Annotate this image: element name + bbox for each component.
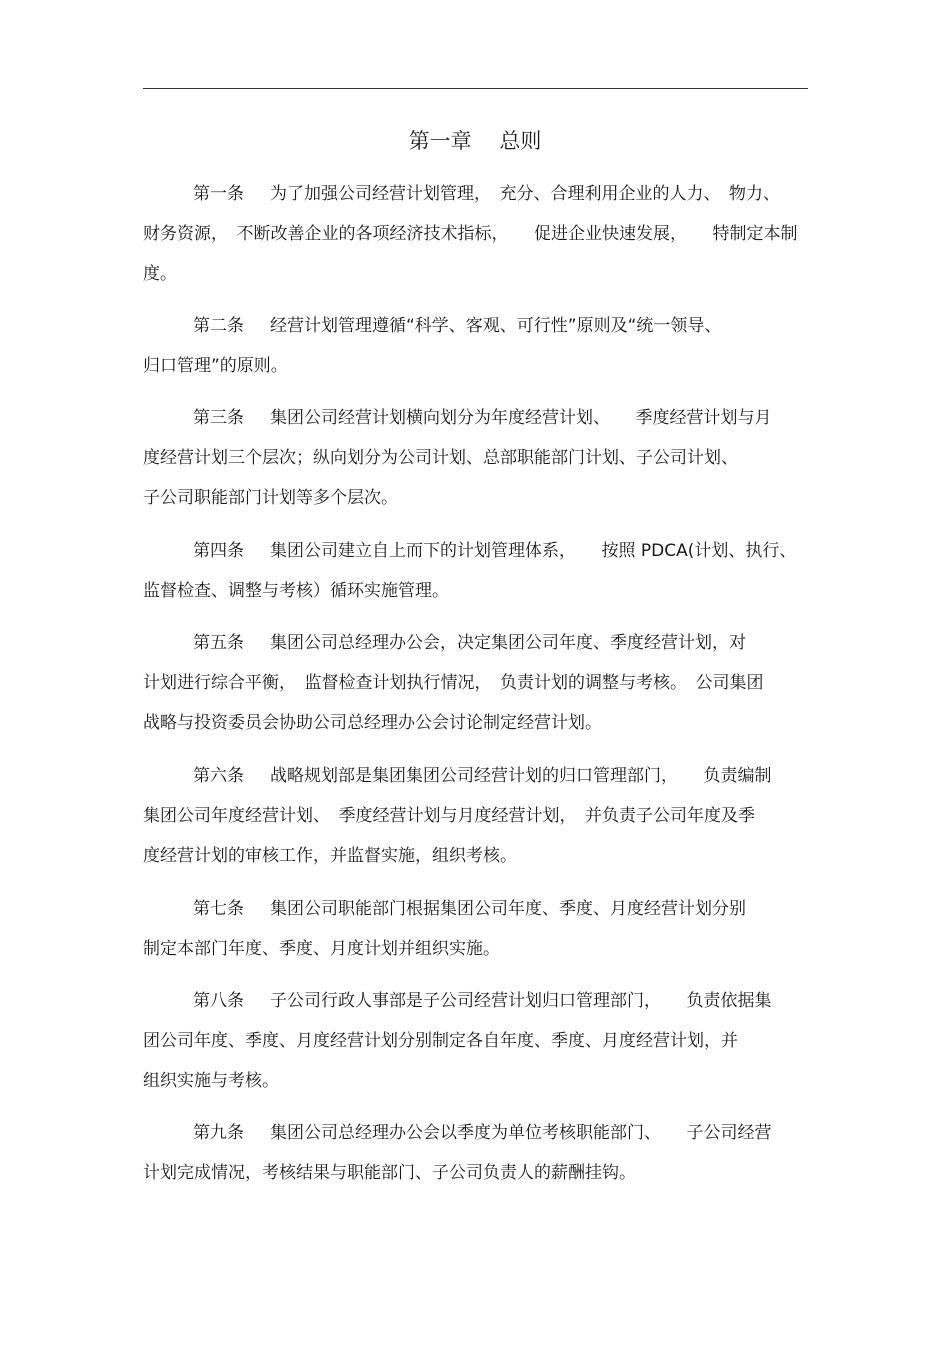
article-line: [143, 531, 808, 571]
article-line: 监督检查、调整与考核）循环实施管理。: [143, 581, 449, 601]
article-line: 财务资源， 不断改善企业的各项经济技术指标， 促进企业快速发展， 特制定本制: [143, 224, 798, 244]
article-9: [143, 1113, 808, 1193]
article-text: 集团公司总经理办公会以季度为单位考核职能部门、 子公司经营: [270, 1123, 772, 1143]
article-text: 子公司行政人事部是子公司经营计划归口管理部门， 负责依据集: [270, 991, 772, 1011]
article-label: 第五条: [193, 633, 244, 653]
article-line: [143, 889, 808, 929]
article-label: 第七条: [193, 899, 244, 919]
article-line: 团公司年度、季度、月度经营计划分别制定各自年度、季度、月度经营计划，并: [143, 1031, 738, 1051]
article-label: 第九条: [193, 1123, 244, 1143]
article-line: 度经营计划的审核工作，并监督实施，组织考核。: [143, 846, 517, 866]
article-label: 第三条: [193, 408, 244, 428]
article-text: 经营计划管理遵循“科学、客观、可行性”原则及“统一领导、: [270, 316, 722, 336]
article-line: 子公司职能部门计划等多个层次。: [143, 488, 398, 508]
article-line: 度。: [143, 264, 177, 284]
article-text: 集团公司建立自上而下的计划管理体系， 按照 PDCA(计划、执行、: [270, 541, 797, 561]
article-text: 集团公司职能部门根据集团公司年度、季度、月度经营计划分别: [270, 899, 746, 919]
article-text: 战略规划部是集团集团公司经营计划的归口管理部门， 负责编制: [270, 766, 772, 786]
article-line: 归口管理”的原则。: [143, 356, 288, 376]
article-8: [143, 981, 808, 1101]
article-7: [143, 889, 808, 969]
article-label: 第一条: [193, 184, 244, 204]
article-label: 第四条: [193, 541, 244, 561]
article-line: [143, 623, 808, 663]
article-line: 战略与投资委员会协助公司总经理办公会讨论制定经营计划。: [143, 713, 602, 733]
article-6: [143, 756, 808, 876]
article-label: 第二条: [193, 316, 244, 336]
article-1: [143, 174, 808, 294]
article-line: 度经营计划三个层次；纵向划分为公司计划、总部职能部门计划、子公司计划、: [143, 448, 738, 468]
article-line: [143, 756, 808, 796]
article-text: 集团公司总经理办公会，决定集团公司年度、季度经营计划，对: [270, 633, 746, 653]
article-3: [143, 398, 808, 518]
header-rule: [143, 88, 808, 89]
article-2: [143, 306, 808, 386]
article-line: [143, 174, 808, 214]
article-line: [143, 306, 808, 346]
article-line: [143, 981, 808, 1021]
article-line: 集团公司年度经营计划、 季度经营计划与月度经营计划， 并负责子公司年度及季: [143, 806, 755, 826]
article-4: [143, 531, 808, 611]
article-line: 计划完成情况，考核结果与职能部门、子公司负责人的薪酬挂钩。: [143, 1163, 636, 1183]
article-line: 组织实施与考核。: [143, 1071, 279, 1091]
article-label: 第八条: [193, 991, 244, 1011]
article-text: 为了加强公司经营计划管理， 充分、合理利用企业的人力、 物力、: [270, 184, 780, 204]
article-text: 集团公司经营计划横向划分为年度经营计划、 季度经营计划与月: [270, 408, 772, 428]
article-line: 计划进行综合平衡， 监督检查计划执行情况， 负责计划的调整与考核。 公司集团: [143, 673, 764, 693]
article-line: [143, 1113, 808, 1153]
chapter-title: 第一章 总则: [408, 129, 542, 153]
article-line: 制定本部门年度、季度、月度计划并组织实施。: [143, 939, 500, 959]
article-label: 第六条: [193, 766, 244, 786]
article-5: [143, 623, 808, 743]
article-line: [143, 398, 808, 438]
